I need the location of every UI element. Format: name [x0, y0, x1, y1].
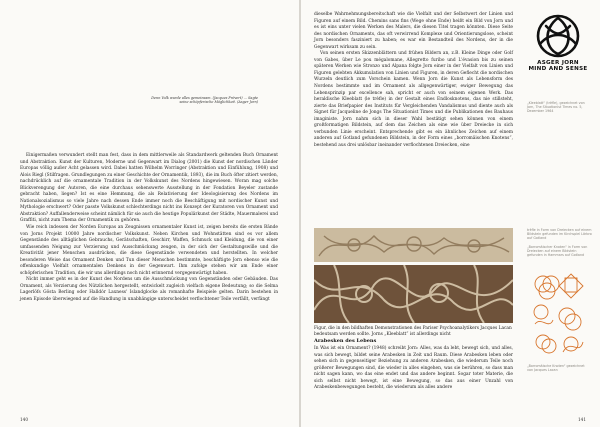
- borromean-knots-drawing: [527, 272, 589, 366]
- sidenote-3: [527, 245, 593, 258]
- sidenote-text: „Borromäischer Knoten“ in Form von Dreiecken auf einem Bildstein gefunden in Hammars auf Gotland: [527, 245, 588, 258]
- sidenote-text: „Kleeblatt“ (trèfle), gezeichnet von Jorn, The Situationist Times no. 5, Dezember 1964: [527, 101, 585, 114]
- borromean-knot-icon: [527, 272, 589, 362]
- section-heading: Arabesken des Lebens: [314, 338, 377, 344]
- asger-jorn-logo: [526, 14, 590, 73]
- right-body-text: [314, 12, 513, 149]
- page-number-left: 140: [20, 417, 28, 422]
- left-page: [0, 0, 299, 427]
- bildstein-image-2: [314, 265, 513, 323]
- sidenote-1: [527, 101, 589, 114]
- right-paragraph-1: dieselbe Wahrnehmungsbereitschaft wie die Vielfalt und der Selbstwert der Linien und Figuren auf einem Bild. Chemins sans fins (Wege ohne Ende) heißt ein Bild von Jorn und es ist eins unter vielen Werken des Malers, die diesen Titel tragen könnten. Diese Seite des nordischen Ornaments, das oft verwirrend Komplexe und Orientierungslose, scheint Jorn besonders fasziniert zu haben; es war ein Bestandteil des Nordens, der in die Gegenwart wirksam zu sein.: [314, 12, 513, 50]
- bildstein-image-1: [314, 228, 513, 262]
- left-paragraph-1: Einigermaßen verwundert stellt man fest, dass in dem mittlerweile als Standardwerk geltenden Buch Ornament und Abstraktion. Kunst der Kulturen, Moderne und Gegenwart im Dialog (2001) die Kunst der nordischen Länder Europas völlig außer Acht gelassen wird. Dabei hatten Wilhelm Worringer (Abstraktion und Einfühlung, 1908) und Alois Riegl (Stilfragen. Grundlegungen zu einer Geschichte der Ornamentik, 1893), die im Buch öfter zitiert werden, nachdrücklich auf die ornamentale Tradition in der Volkskunst des Nordens hingewiesen. Woran mag solche Blickverengung der Autoren, die eine durchaus sehenswerte Ausstellung in der Fondation Beyeler zustande gebracht haben, liegen? Ist es eine Hemmung, die als Relativierung der Ideologisierung des Nordens im Nationalsozialismus so viele Jahre nach dessen Ende immer noch die Beschäftigung mit nordischer Kunst und Mythologie erschwert? Oder passte Volkskunst schlechterdings nicht ins Konzept der Kuratoren von Ornament und Abstraktion? Auffallenderweise scheint nämlich für sie auch die heutige Populärkunst der Städte, Mauermalerei und Graffiti, nicht zum Thema der Ornamentik zu gehören.: [20, 153, 278, 224]
- epigraph: Denn Volk wurde alles gemeinsam. (Jacques Prévert) … Sagte seine schöpferische Möglichkeit. (Asger Jorn): [151, 96, 258, 105]
- left-paragraph-2: Wie reich indessen der Norden Europas an Zeugnissen ornamentaler Kunst ist, zeigen bereits die ersten Bände von Jorns Projekt 10000 Jahre nordischer Volkskunst. Neben Kirchen und Wohnstätten sind es vor allem Gegenstände des alltäglichen Gebrauchs, Gerätschaften, Geschirr, Waffen, Schmuck und Kleidung, die von einer umfassenden Neigung zur Verzierung und Ausschmückung zeugen, in der sich der Gestaltungswille und die Kreativität jener Menschen ausdrücken, die diese Gegenstände verwendeten und herstellten. In welcher besonderen Weise das Ornament Denken und Tun dieser Menschen bestimmte, beschäftigte Jorn ebenso wie die offenkundige Vielfalt ornamentalen Denkens in der Gegenwart. Ihm zufolge stehen wir am Ende einer schöpferischen Tradition, die wir uns allerdings noch nicht erinnernd vergegenwärtigt haben.: [20, 225, 278, 276]
- sidenote-text: „Borromäische Knoten“ gezeichnet von Jacques Lacan: [527, 364, 585, 373]
- section-paragraph: In Was ist ein Ornament? (1948) schreibt Jorn: Alles, was da lebt, bewegt sich, und alles, was sich bewegt, bildet seine Arabesken in Zeit und Raum. Diese Arabesken leben oder sehen sich in gegenseitiger Beziehung zu anderen Arabesken, die wiederum Teile noch größerer Bewegungen sind, die wieder in alles eingehen, was sie berühren, so dass man nicht sagen kann, wo das eine endet und das andere beginnt. Sogar toter Materie, die sich selbst nicht bewegt, ist eine Bewegung, so das aus einer Unzahl von Arabeskenbewegungen besteht, die wiederum als alles andere: [314, 346, 513, 390]
- logo-line-2: MIND AND SENSE: [528, 66, 588, 73]
- page-number-right: 141: [578, 417, 586, 422]
- carved-stone-icon: [314, 228, 513, 262]
- right-text-column: [314, 12, 513, 149]
- trefoil-knot-icon: [526, 14, 590, 60]
- right-page: [301, 0, 600, 427]
- sidenote-text: trèfle in Form von Dreiecken auf einem Bildstein gefunden im Kirchspiel Lärbro auf Gotland: [527, 228, 592, 241]
- left-paragraph-3: Nicht immer geht es in der Kunst des Nordens um die Ausschmückung von Gegenständen oder Gebäuden. Das Ornament, als Verzierung des Nützlichen hergestellt, entwickelt zugleich vielfach eigene Bedeutung; so die Selma Lagerlöfs Gösta Berling oder Halldór Laxness' Islandglocke als romanhafte Beispiele gelten. Darin bestehen in jenen Episode überwiegend auf die Handlung in unabhängige unterscheidet verflochtener Teile verfällt, verfängt: [20, 277, 278, 303]
- ornament-stone-icon: [314, 265, 513, 323]
- sidenote-4: [527, 364, 591, 372]
- figure-caption: Figur, die in den bildhaften Demonstrationen des Pariser Psychoanalytikers Jacques Lacan bedeutsam werden sollte. Jorns „Kleeblatt“ ist allerdings nicht: [314, 326, 512, 338]
- logo-line-1: ASGER JORN: [537, 60, 579, 66]
- sidenote-2: [527, 228, 593, 241]
- right-paragraph-2: Von seinen ersten Skizzenblättern und frühen Bildern an, z.B. Kleine Dinge oder Golf von Gabes, über Le pou mégalomane, Allegretto furibo und L'évasion bis zu seinen späteren Werken wie Stronzo und Alpana folgte Jorn einer in der Vielfalt von Linien und Figuren gelebten Akkumulation von Linien und Figuren, in deren Geflecht die nordischen Wurzeln deutlich zum Vorschein kamen. Wenn Jorn die Kunst als Lebensform des Nordens bestimmte und im Ornament als allgegenwärtiger, ewiger Bewegung das Lebensprinzip par excellence sah, spricht er auch von seinem eigenen Werk. Das heraldische Kleeblatt (le trèfle) in der Gestalt eines Endlosknotens, das nie stillsteht, zierte das Briefpapier des Instituts für Vergleichenden Vandalismus und diente auch als Signet für Jacqueline de Jongs The Situationist Times und die Publikationen des Bauhaus imaginiste. Jorn nahm sich in dieser Wahl bestätigt sehen können von einem großformatigen Bildstein, auf dem das Zeichen als eine wie über Dreiecke in sich verbunden Linie erscheint. Entsprechende gibt es ein ähnliches Zeichen auf einem anderen auf Gotland gefundenen Bildstein, in der Form eines „borromäischen Knotens“, bestehend aus drei unlösbar ineinander verflochtenen Dreiecken, eine: [314, 51, 513, 148]
- left-body-text: [20, 153, 278, 304]
